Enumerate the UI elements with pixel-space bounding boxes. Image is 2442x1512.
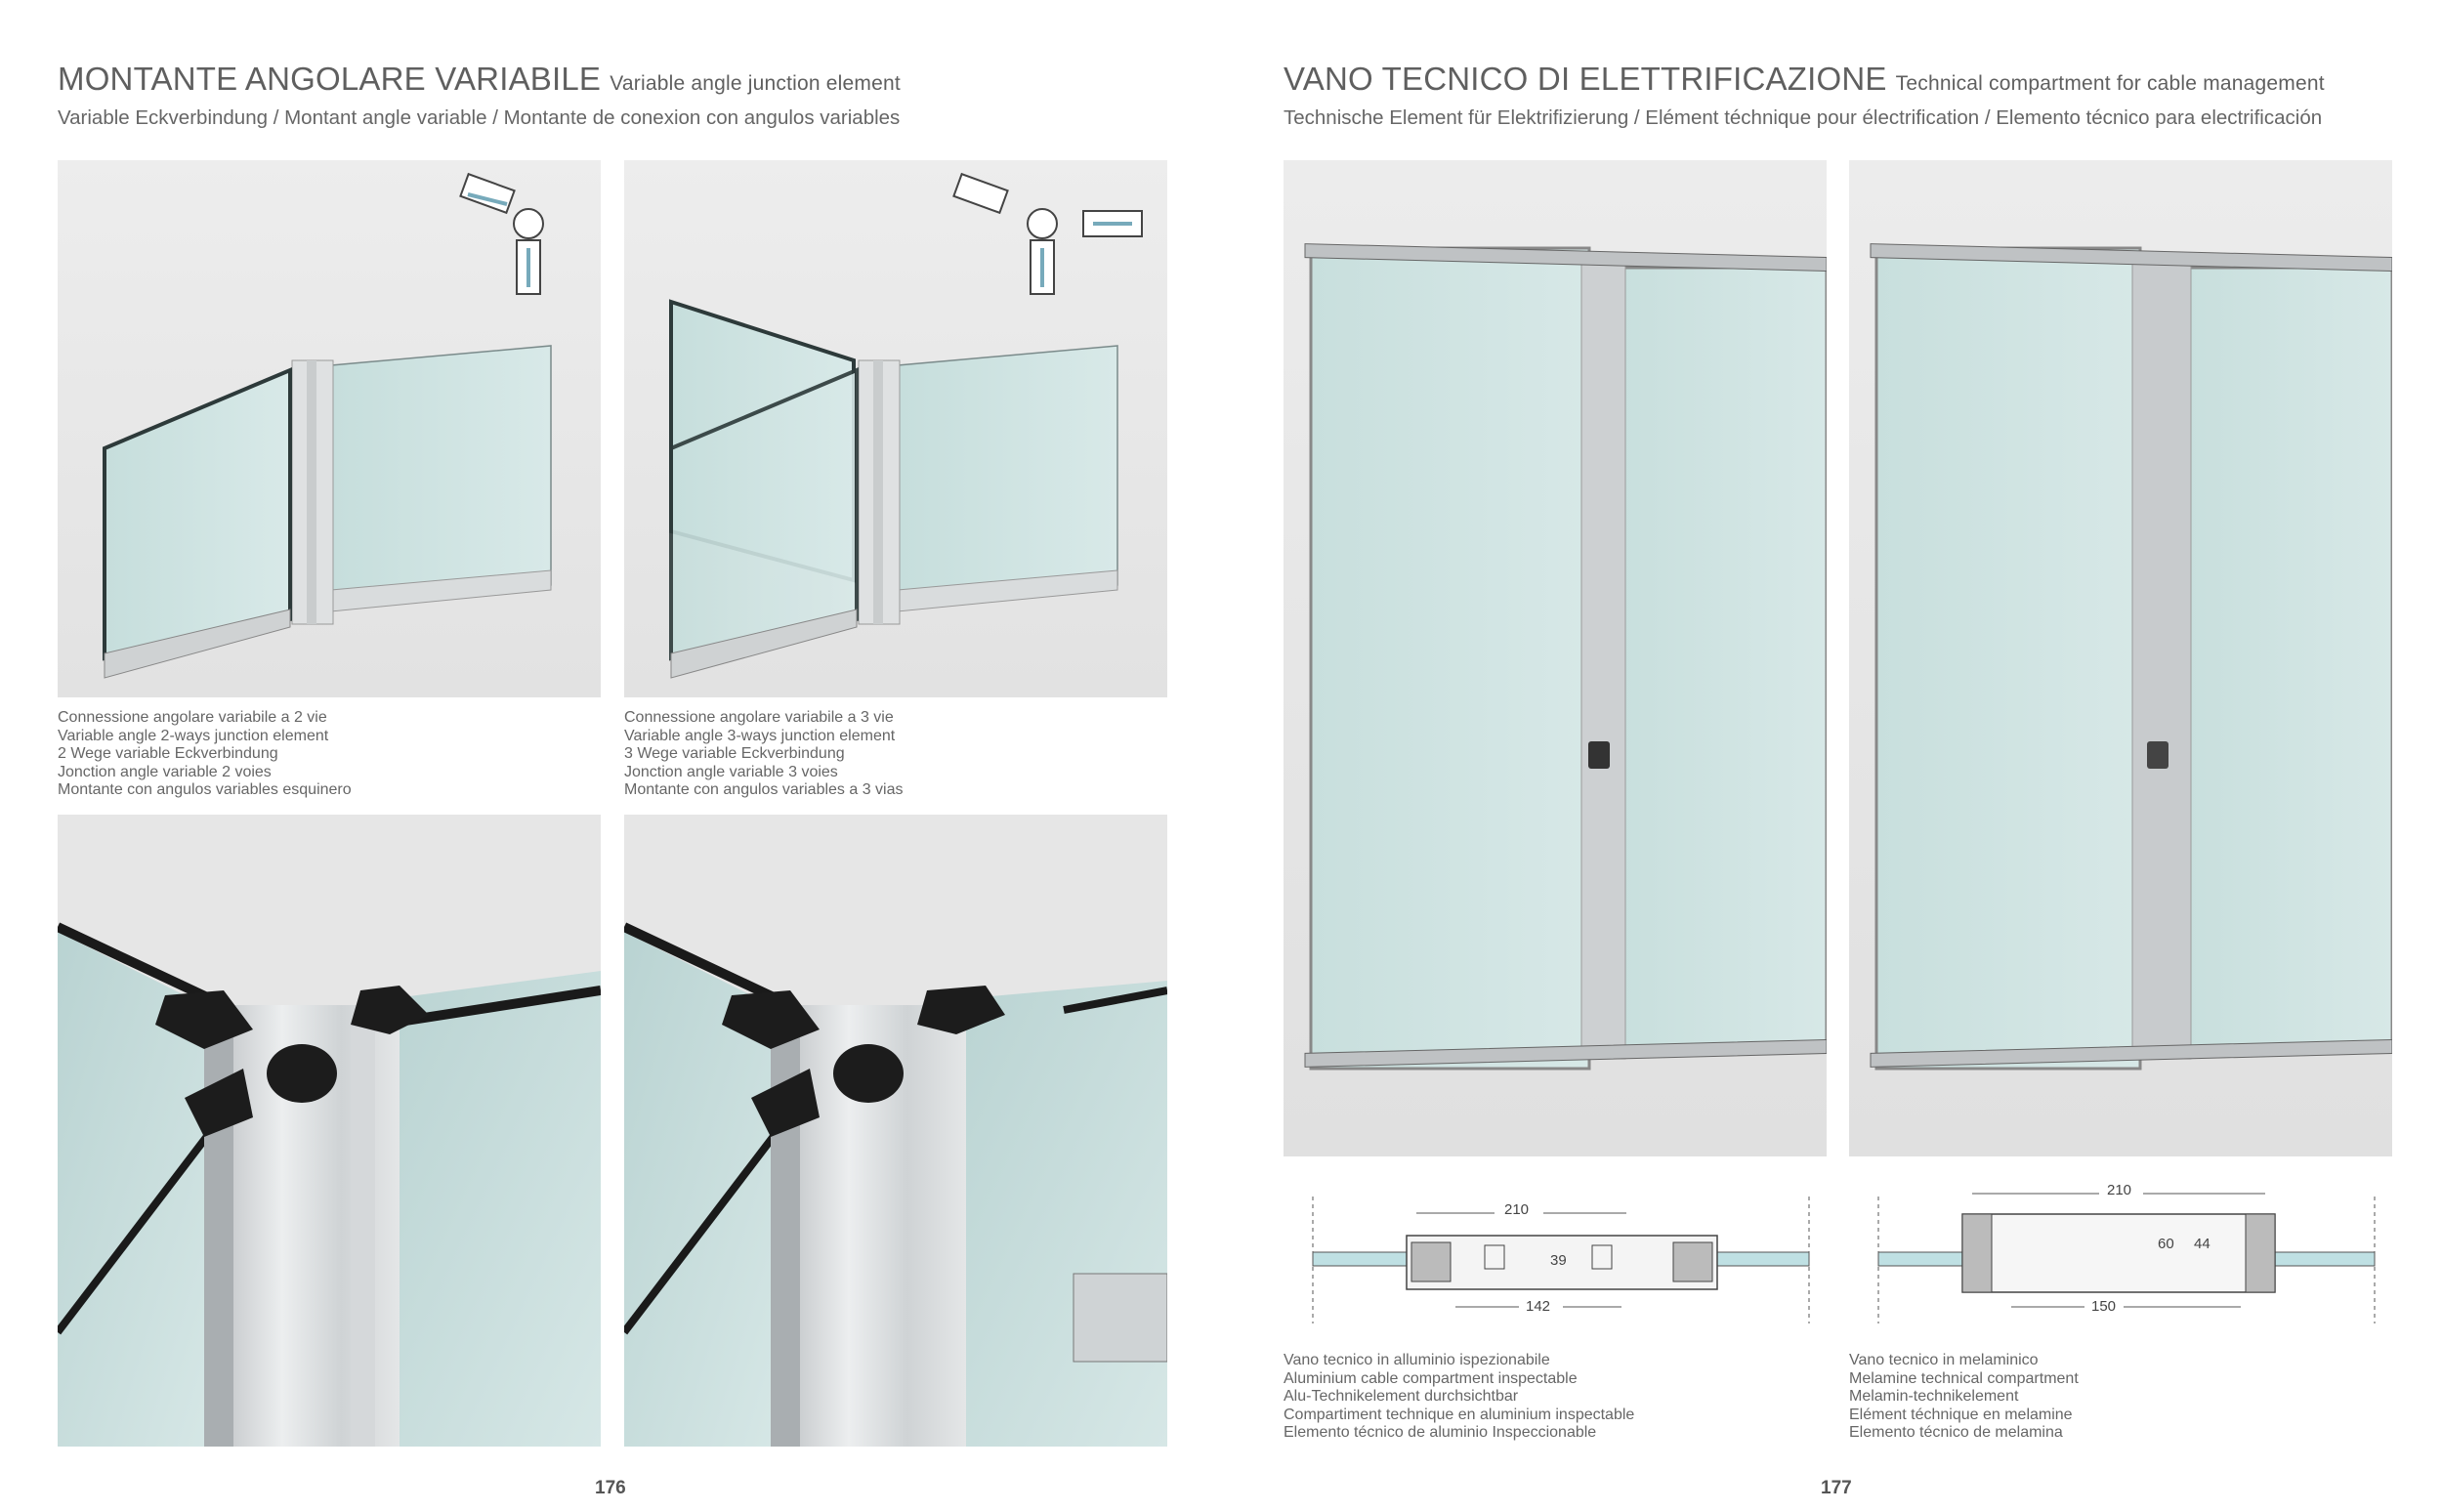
caption-line: Elemento técnico de aluminio Inspeccionable: [1284, 1424, 1597, 1442]
caption-line: Elemento técnico de melamina: [1849, 1424, 2063, 1442]
photo-2way-closeup: [58, 815, 601, 1447]
caption-line: Aluminium cable compartment inspectable: [1284, 1369, 1578, 1387]
caption-line: Compartiment technique en aluminium inspectable: [1284, 1406, 1635, 1423]
photo-3way-junction: [624, 160, 1167, 697]
diagram2-bottom-dim: 150: [2091, 1298, 2117, 1315]
caption-line: Jonction angle variable 3 voies: [624, 763, 838, 780]
diagram2-top-dim: 210: [2107, 1182, 2132, 1198]
caption-line: Alu-Technikelement durchsichtbar: [1284, 1388, 1519, 1406]
caption-line: Vano tecnico in alluminio ispezionabile: [1284, 1352, 1550, 1368]
caption-line: 3 Wege variable Eckverbindung: [624, 745, 845, 763]
left-title-english: Variable angle junction element: [610, 72, 901, 95]
left-page-title: [58, 61, 901, 103]
caption-line: Connessione angolare variabile a 2 vie: [58, 709, 327, 726]
caption-melamine: [1849, 1352, 2079, 1443]
diagram2-dim-b: 44: [2194, 1236, 2210, 1252]
diagram1-bottom-dim: 142: [1526, 1298, 1551, 1315]
section-drawing-aluminium: [1299, 1182, 1827, 1328]
right-title-english: Technical compartment for cable management: [1895, 72, 2325, 95]
section-drawing-melamine: [1865, 1182, 2392, 1328]
left-title-main: MONTANTE ANGOLARE VARIABILE: [58, 61, 602, 97]
photo-melamine-compartment: [1849, 160, 2392, 1156]
caption-line: Vano tecnico in melaminico: [1849, 1352, 2039, 1368]
right-subtitle: Technische Element für Elektrifizierung / Elément téchnique pour électrification / Elemento técnico para electrificación: [1284, 106, 2323, 129]
right-title-main: VANO TECNICO DI ELETTRIFICAZIONE: [1284, 61, 1887, 97]
photo-aluminium-compartment: [1284, 160, 1827, 1156]
photo-2way-junction: [58, 160, 601, 697]
caption-line: Elément téchnique en melamine: [1849, 1406, 2073, 1423]
page-number-left: 176: [595, 1478, 626, 1498]
diagram1-top-dim: 210: [1504, 1201, 1530, 1218]
caption-line: Connessione angolare variabile a 3 vie: [624, 709, 894, 726]
caption-line: Jonction angle variable 2 voies: [58, 763, 272, 780]
right-page-title: [1284, 61, 2325, 103]
right-title-block: [1284, 61, 2325, 132]
caption-line: Variable angle 3-ways junction element: [624, 727, 896, 744]
left-subtitle: Variable Eckverbindung / Montant angle variable / Montante de conexion con angulos variables: [58, 106, 901, 129]
page-number-right: 177: [1821, 1478, 1852, 1498]
caption-line: Melamin-technikelement: [1849, 1388, 2019, 1406]
photo-3way-closeup: [624, 815, 1167, 1447]
caption-line: 2 Wege variable Eckverbindung: [58, 745, 278, 763]
diagram1-mid-dim: 39: [1550, 1252, 1567, 1269]
caption-aluminium: [1284, 1352, 1634, 1443]
caption-line: Montante con angulos variables esquinero: [58, 781, 352, 799]
caption-line: Montante con angulos variables a 3 vias: [624, 781, 904, 799]
left-title-block: [58, 61, 901, 132]
caption-line: Variable angle 2-ways junction element: [58, 727, 329, 744]
caption-2way: [58, 709, 352, 800]
caption-line: Melamine technical compartment: [1849, 1369, 2079, 1387]
diagram2-dim-a: 60: [2158, 1236, 2174, 1252]
caption-3way: [624, 709, 904, 800]
